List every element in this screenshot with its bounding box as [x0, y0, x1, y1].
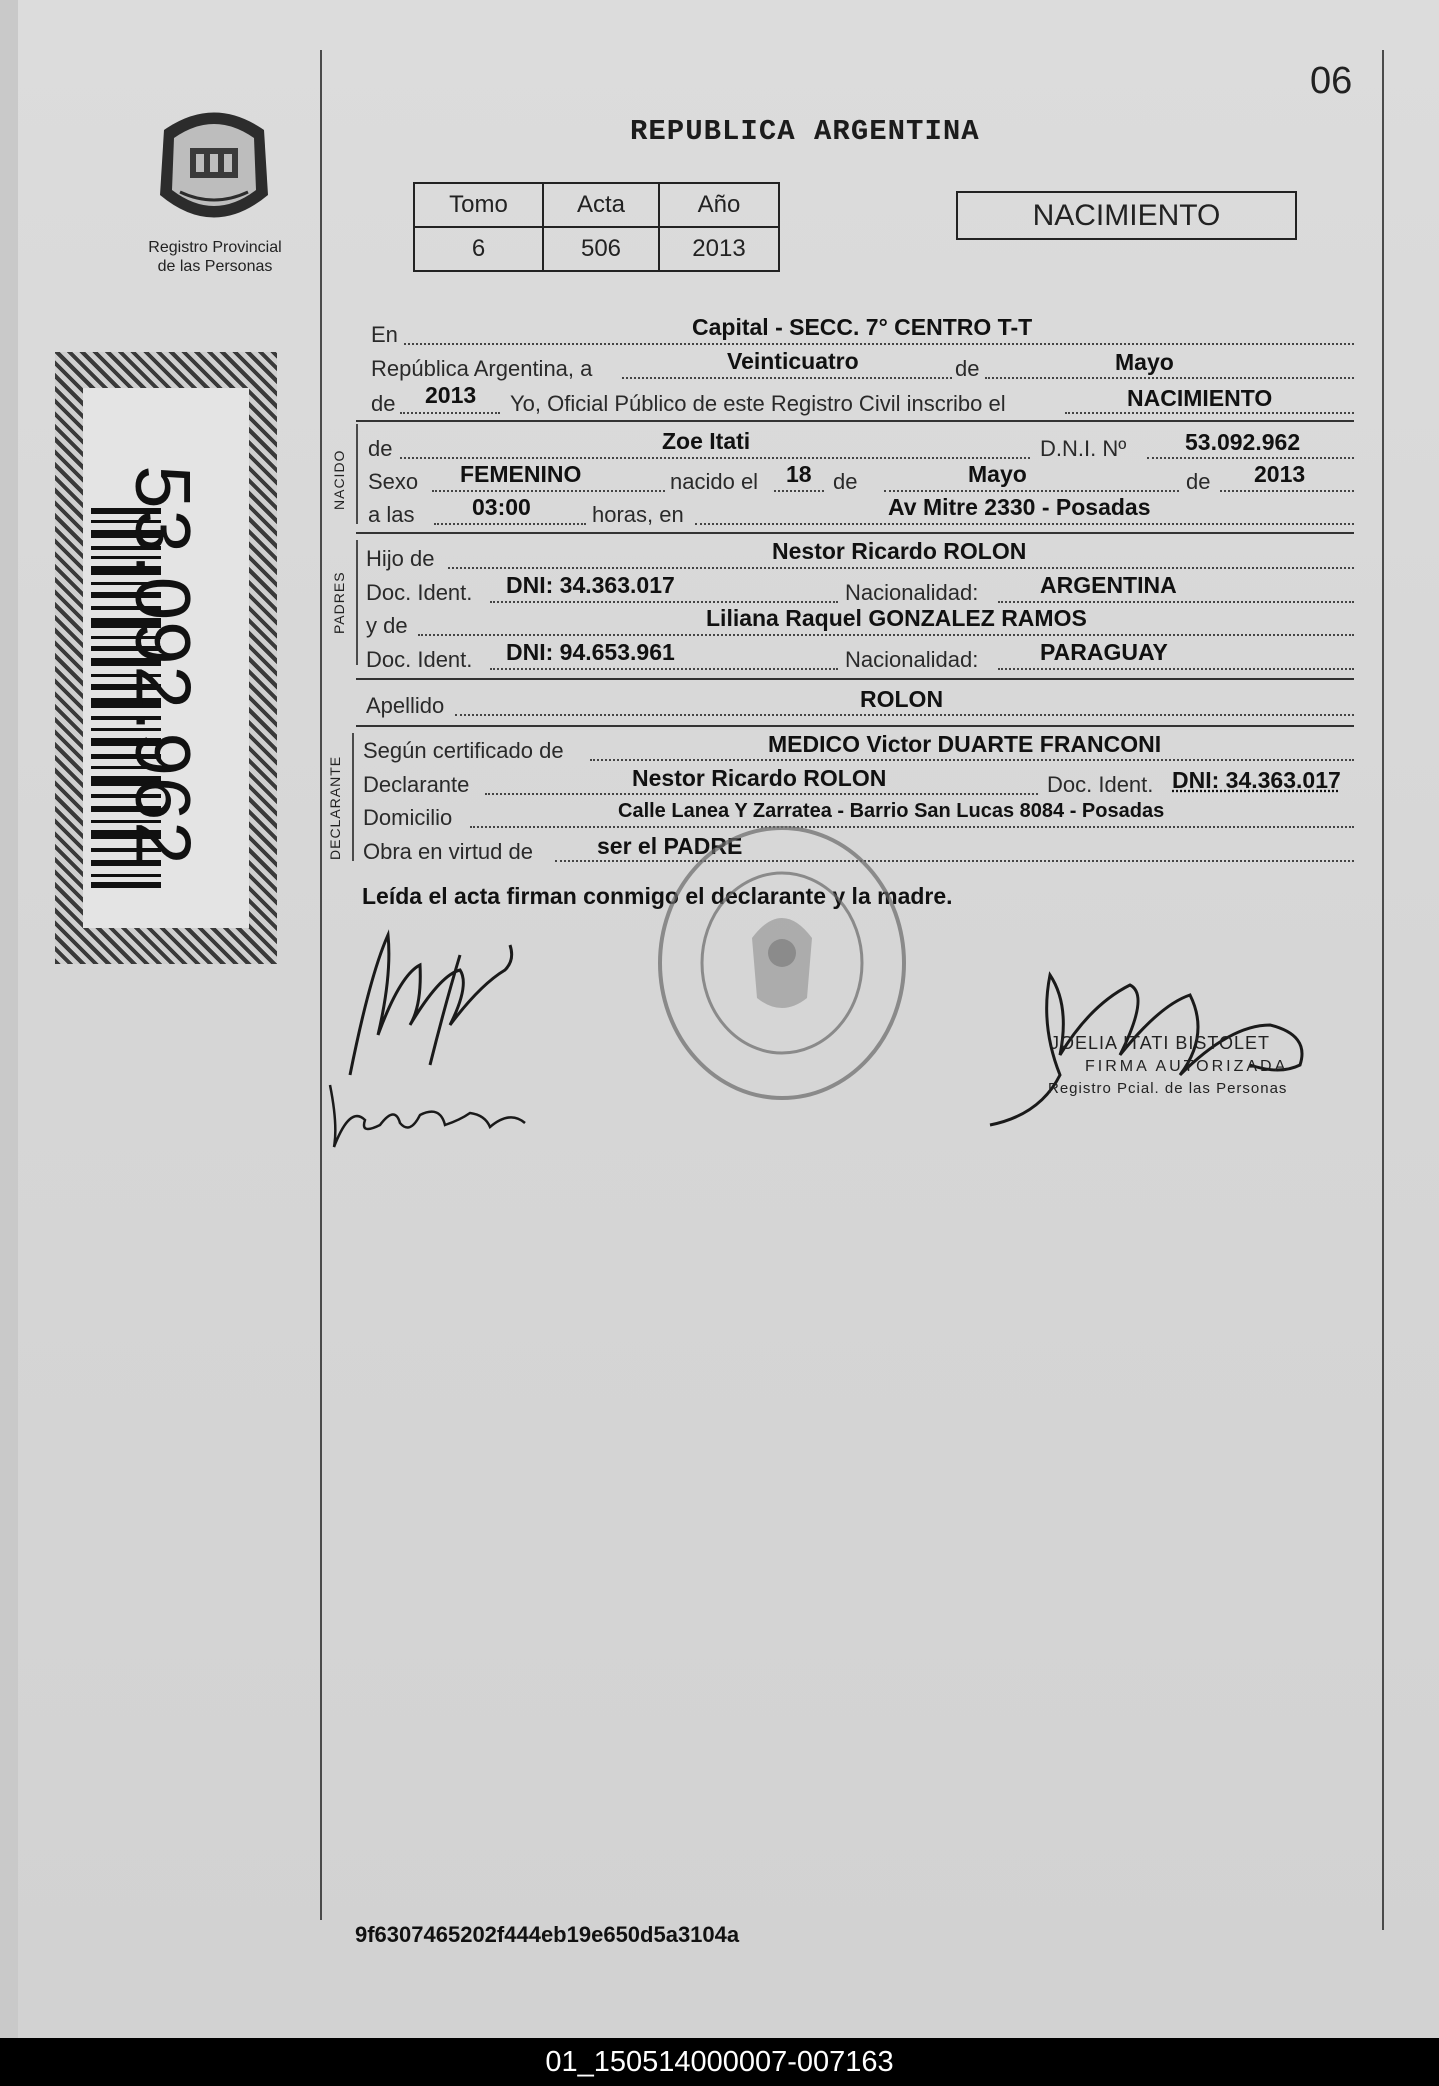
declarant-role: ser el PADRE	[597, 833, 743, 859]
dotted-line	[998, 668, 1354, 670]
republica-label: República Argentina, a	[371, 356, 593, 381]
section-separator	[356, 678, 1354, 680]
logo-caption-line1: Registro Provincial	[148, 239, 282, 256]
tomo-header: Tomo	[414, 183, 543, 227]
dotted-line	[400, 457, 1030, 459]
declarante-label: Declarante	[363, 772, 470, 797]
dotted-line	[884, 490, 1179, 492]
registration-day: Veinticuatro	[727, 348, 859, 374]
closing-statement: Leída el acta firman conmigo el declarante y la madre.	[362, 883, 953, 909]
section-bracket	[356, 540, 358, 665]
en-label: En	[371, 322, 398, 347]
birth-month: Mayo	[968, 461, 1027, 487]
dni-label: D.N.I. Nº	[1040, 436, 1127, 461]
de-label: de	[955, 356, 980, 381]
dotted-line	[1065, 412, 1354, 414]
birth-place: Av Mitre 2330 - Posadas	[888, 494, 1151, 520]
logo-caption-line2: de las Personas	[157, 258, 273, 275]
horas-en-label: horas, en	[592, 502, 684, 527]
logo-caption	[130, 238, 300, 276]
mother-name: Liliana Raquel GONZALEZ RAMOS	[706, 605, 1087, 631]
newborn-sex: FEMENINO	[460, 461, 582, 487]
dotted-line	[485, 793, 1038, 795]
declarant-doc-label: Doc. Ident.	[1047, 772, 1154, 797]
segun-certificado-label: Según certificado de	[363, 738, 564, 763]
dotted-line	[434, 523, 586, 525]
dotted-line	[404, 343, 1354, 345]
nacido-de-label-2: de	[833, 469, 858, 494]
officer-statement: Yo, Oficial Público de este Registro Civil inscribo el	[510, 391, 1006, 416]
obra-label: Obra en virtud de	[363, 839, 533, 864]
birth-time: 03:00	[472, 494, 531, 520]
declarant-signature	[330, 915, 560, 1085]
acta-value: 506	[543, 227, 659, 271]
barcode-label	[83, 388, 249, 928]
section-separator	[356, 420, 1354, 422]
dotted-line	[985, 377, 1354, 379]
declarante-section-label: DECLARANTE	[327, 755, 343, 860]
registered-act: NACIMIENTO	[1127, 385, 1273, 411]
tomo-value: 6	[414, 227, 543, 271]
dotted-line	[400, 412, 500, 414]
father-doc: DNI: 34.363.017	[506, 572, 675, 598]
dotted-line	[1220, 490, 1354, 492]
official-seal	[652, 818, 912, 1108]
anio-header: Año	[659, 183, 779, 227]
nacido-section-label: NACIDO	[331, 449, 347, 510]
dotted-line	[1147, 457, 1354, 459]
dotted-line	[455, 714, 1354, 716]
barcode-number: 53.092.962	[119, 465, 208, 866]
dotted-line	[622, 377, 952, 379]
birth-year: 2013	[1254, 461, 1306, 487]
province-crest-logo	[150, 100, 278, 235]
page-edge	[0, 0, 18, 2038]
nacido-de-label: de	[368, 436, 393, 461]
dotted-line	[695, 523, 1354, 525]
y-de-label: y de	[366, 613, 408, 638]
dotted-line	[470, 826, 1354, 828]
mother-nationality: PARAGUAY	[1040, 639, 1168, 665]
nacido-el-label: nacido el	[670, 469, 759, 494]
footer-id-bar	[0, 2038, 1439, 2086]
father-doc-label: Doc. Ident.	[366, 580, 473, 605]
sexo-label: Sexo	[368, 469, 419, 494]
mother-doc: DNI: 94.653.961	[506, 639, 675, 665]
de-label: de	[371, 391, 396, 416]
dotted-line	[774, 490, 824, 492]
mother-nationality-label: Nacionalidad:	[845, 647, 979, 672]
section-bracket	[352, 733, 354, 861]
acta-header: Acta	[543, 183, 659, 227]
record-type-box: NACIMIENTO	[956, 191, 1297, 240]
declarant-name: Nestor Ricardo ROLON	[632, 765, 887, 791]
document-hash: 9f6307465202f444eb19e650d5a3104a	[355, 1922, 740, 1947]
document-title: REPUBLICA ARGENTINA	[630, 115, 980, 148]
anio-value: 2013	[659, 227, 779, 271]
apellido-label: Apellido	[366, 693, 445, 718]
father-name: Nestor Ricardo ROLON	[772, 538, 1027, 564]
footer-id: 01_150514000007-007163	[545, 2045, 894, 2078]
section-separator	[356, 532, 1354, 534]
newborn-dni: 53.092.962	[1185, 429, 1301, 455]
record-table	[413, 182, 780, 272]
dotted-line	[448, 567, 1354, 569]
registration-month: Mayo	[1115, 349, 1174, 375]
dotted-line	[490, 668, 838, 670]
page-number: 06	[1310, 60, 1353, 102]
authorization-title: FIRMA AUTORIZADA	[1085, 1058, 1289, 1075]
dotted-line	[998, 601, 1354, 603]
newborn-name: Zoe Itati	[662, 428, 751, 454]
surname: ROLON	[860, 686, 944, 712]
nacido-de-label-3: de	[1186, 469, 1211, 494]
birth-day: 18	[786, 461, 812, 487]
padres-section-label: PADRES	[331, 571, 347, 634]
right-margin-rule	[1382, 50, 1384, 1930]
dotted-line	[590, 759, 1354, 761]
a-las-label: a las	[368, 502, 415, 527]
officer-name: JOELIA ITATI BISTOLET	[1050, 1033, 1271, 1053]
dotted-line	[490, 601, 838, 603]
father-nationality: ARGENTINA	[1040, 572, 1177, 598]
section-separator	[356, 725, 1354, 727]
mother-signature	[320, 1075, 540, 1155]
dotted-line	[432, 490, 665, 492]
registration-place: Capital - SECC. 7° CENTRO T-T	[692, 314, 1033, 340]
declarant-address: Calle Lanea Y Zarratea - Barrio San Lucas 8084 - Posadas	[618, 800, 1165, 822]
certificate-issuer: MEDICO Victor DUARTE FRANCONI	[768, 731, 1162, 757]
father-nationality-label: Nacionalidad:	[845, 580, 979, 605]
domicilio-label: Domicilio	[363, 805, 453, 830]
hijo-de-label: Hijo de	[366, 546, 435, 571]
declarant-doc: DNI: 34.363.017	[1172, 767, 1341, 793]
dotted-line	[418, 634, 1354, 636]
barcode-sticker	[55, 352, 277, 964]
left-margin-rule	[320, 50, 322, 1920]
authorization-office: Registro Pcial. de las Personas	[1048, 1080, 1288, 1097]
mother-doc-label: Doc. Ident.	[366, 647, 473, 672]
registration-year: 2013	[425, 382, 477, 408]
section-bracket	[356, 424, 358, 524]
